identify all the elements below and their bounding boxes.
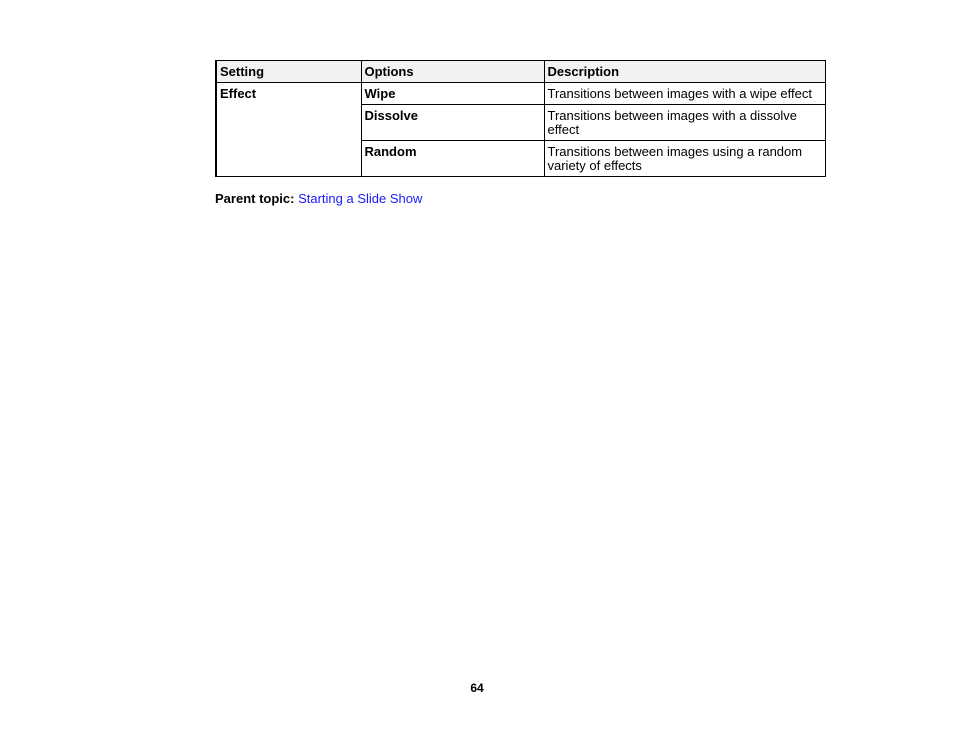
table-header-row	[216, 61, 825, 83]
page-number: 64	[470, 681, 484, 695]
option-cell: Dissolve	[361, 105, 544, 141]
table-row	[216, 83, 825, 105]
setting-cell: Effect	[216, 83, 361, 177]
parent-topic	[215, 191, 422, 206]
header-description: Description	[544, 61, 825, 83]
parent-topic-link[interactable]: Starting a Slide Show	[298, 191, 423, 206]
description-cell: Transitions between images using a random variety of effects	[544, 141, 825, 177]
header-options: Options	[361, 61, 544, 83]
option-cell: Wipe	[361, 83, 544, 105]
description-cell: Transitions between images with a dissolve effect	[544, 105, 825, 141]
header-setting: Setting	[216, 61, 361, 83]
parent-topic-label: Parent topic:	[215, 191, 295, 206]
settings-table	[215, 60, 826, 177]
description-cell: Transitions between images with a wipe effect	[544, 83, 825, 105]
option-cell: Random	[361, 141, 544, 177]
